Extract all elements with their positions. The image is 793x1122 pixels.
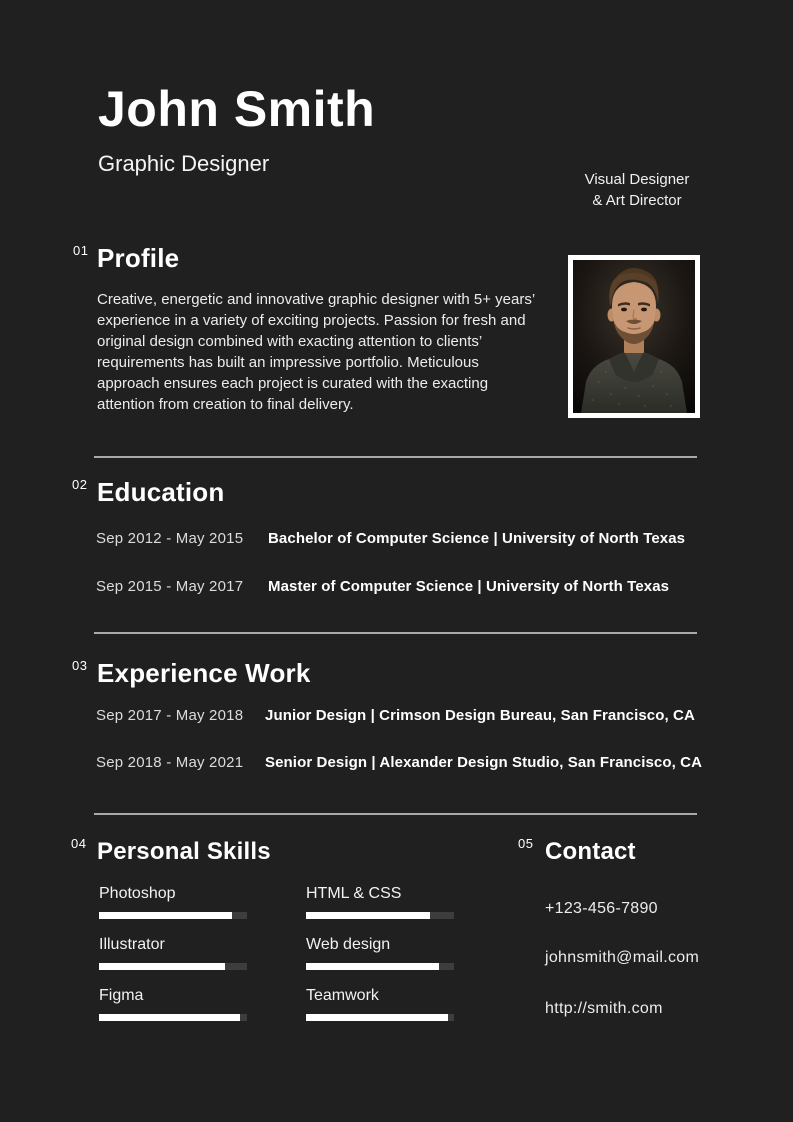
skill-bar-fill (99, 963, 225, 970)
portrait-photo (573, 260, 695, 413)
divider (94, 813, 697, 815)
profile-body: Creative, energetic and innovative graphic designer with 5+ years’ experience in a variety of exciting projects. Passion for fresh and original design combined with exacting attention to clients’ requirements has built an impressive portfolio. Meticulous approach ensures each project is curated with the exacting attention from creation to final delivery. (97, 291, 535, 413)
contact-heading: Contact (545, 838, 636, 865)
photo-frame (568, 255, 700, 418)
contact-email: johnsmith@mail.com (545, 949, 700, 966)
skill-label: Teamwork (306, 987, 379, 1004)
experience-section-number: 03 (72, 658, 88, 673)
skill-label: HTML & CSS (306, 885, 402, 902)
skill-bar (306, 912, 454, 919)
divider (94, 456, 697, 458)
person-role: Graphic Designer (98, 151, 270, 176)
education-row-detail: Master of Computer Science | University of North Texas (268, 578, 670, 595)
experience-row-detail: Senior Design | Alexander Design Studio, San Francisco, CA (265, 754, 703, 771)
experience-heading: Experience Work (97, 658, 311, 688)
education-row-dates: Sep 2012 - May 2015 (96, 530, 244, 547)
skill-bar (99, 1014, 247, 1021)
education-row-detail: Bachelor of Computer Science | University of North Texas (268, 530, 686, 547)
profile-heading: Profile (97, 243, 180, 273)
skill-bar (99, 963, 247, 970)
skill-bar-fill (306, 912, 430, 919)
skill-bar (99, 912, 247, 919)
skill-bar (306, 963, 454, 970)
skill-bar-fill (306, 963, 439, 970)
skill-item (99, 936, 247, 970)
tagline-line-1: Visual Designer (584, 171, 690, 188)
education-section-number: 02 (72, 477, 88, 492)
education-heading: Education (97, 477, 225, 507)
divider (94, 632, 697, 634)
skill-bar-fill (99, 912, 232, 919)
skill-item (306, 885, 454, 919)
skills-heading: Personal Skills (97, 838, 271, 865)
skill-item (306, 987, 454, 1021)
education-row-dates: Sep 2015 - May 2017 (96, 578, 244, 595)
skill-label: Illustrator (99, 936, 165, 953)
tagline-line-2: & Art Director (592, 192, 682, 209)
profile-section-number: 01 (73, 243, 89, 258)
contact-phone: +123-456-7890 (545, 900, 658, 917)
skill-item (99, 885, 247, 919)
experience-row-detail: Junior Design | Crimson Design Bureau, San Francisco, CA (265, 707, 695, 724)
skill-bar (306, 1014, 454, 1021)
skill-label: Figma (99, 987, 144, 1004)
experience-row-dates: Sep 2017 - May 2018 (96, 707, 244, 724)
contact-website: http://smith.com (545, 1000, 663, 1017)
skill-item (99, 987, 247, 1021)
experience-row-dates: Sep 2018 - May 2021 (96, 754, 244, 771)
tagline (552, 169, 722, 211)
skills-section-number: 04 (71, 836, 87, 851)
contact-section-number: 05 (518, 836, 534, 851)
skill-bar-fill (99, 1014, 240, 1021)
skill-label: Web design (306, 936, 391, 953)
skill-bar-fill (306, 1014, 448, 1021)
person-name: John Smith (98, 81, 376, 137)
skill-label: Photoshop (99, 885, 176, 902)
skill-item (306, 936, 454, 970)
